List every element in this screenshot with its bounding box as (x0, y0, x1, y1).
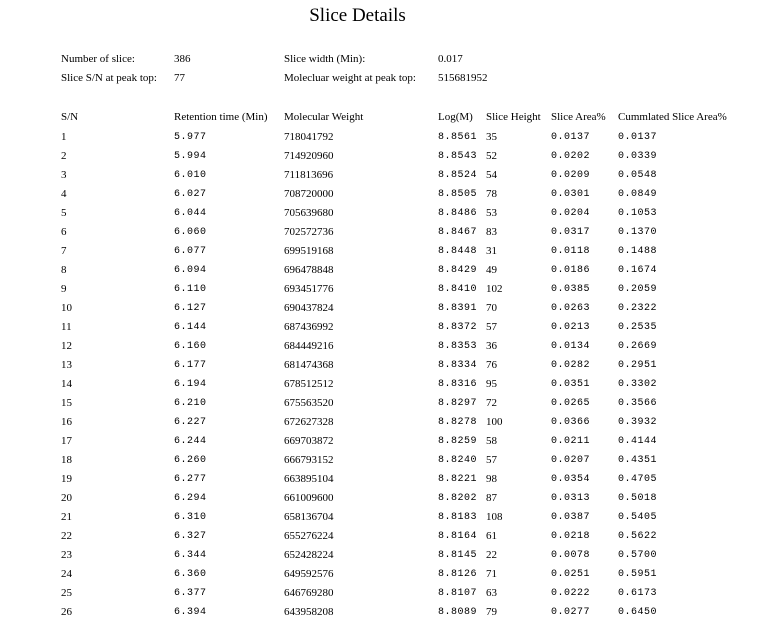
slice-area-cell: 0.0351 (551, 379, 591, 390)
table-row (0, 226, 779, 245)
sn-cell: 25 (61, 587, 72, 599)
molecular-weight-cell: 690437824 (284, 302, 334, 314)
slice-height-cell: 36 (486, 340, 497, 352)
sn-cell: 2 (61, 150, 67, 162)
log-m-cell: 8.8334 (438, 360, 478, 371)
cumulated-slice-area-cell: 0.3302 (618, 379, 658, 390)
slice-area-cell: 0.0277 (551, 607, 591, 618)
slice-height-cell: 98 (486, 473, 497, 485)
cumulated-slice-area-cell: 0.5700 (618, 550, 658, 561)
table-row (0, 454, 779, 473)
column-header-slice-height: Slice Height (486, 111, 541, 123)
cumulated-slice-area-cell: 0.2669 (618, 341, 658, 352)
slice-area-cell: 0.0137 (551, 132, 591, 143)
sn-cell: 15 (61, 397, 72, 409)
molecular-weight-cell: 693451776 (284, 283, 334, 295)
cumulated-slice-area-cell: 0.1488 (618, 246, 658, 257)
retention-time-cell: 6.244 (174, 436, 207, 447)
log-m-cell: 8.8353 (438, 341, 478, 352)
slice-height-cell: 53 (486, 207, 497, 219)
slice-area-cell: 0.0251 (551, 569, 591, 580)
slice-width-value: 0.017 (438, 53, 463, 65)
sn-cell: 3 (61, 169, 67, 181)
cumulated-slice-area-cell: 0.4351 (618, 455, 658, 466)
cumulated-slice-area-cell: 0.1053 (618, 208, 658, 219)
sn-cell: 21 (61, 511, 72, 523)
retention-time-cell: 5.994 (174, 151, 207, 162)
slice-area-cell: 0.0354 (551, 474, 591, 485)
molecular-weight-cell: 711813696 (284, 169, 334, 181)
slice-area-cell: 0.0387 (551, 512, 591, 523)
retention-time-cell: 6.277 (174, 474, 207, 485)
table-row (0, 150, 779, 169)
molecular-weight-cell: 699519168 (284, 245, 334, 257)
cumulated-slice-area-cell: 0.3566 (618, 398, 658, 409)
log-m-cell: 8.8202 (438, 493, 478, 504)
sn-cell: 18 (61, 454, 72, 466)
molecular-weight-cell: 678512512 (284, 378, 334, 390)
table-row (0, 302, 779, 321)
table-row (0, 131, 779, 150)
molecular-weight-cell: 655276224 (284, 530, 334, 542)
log-m-cell: 8.8297 (438, 398, 478, 409)
molecular-weight-cell: 643958208 (284, 606, 334, 618)
log-m-cell: 8.8448 (438, 246, 478, 257)
sn-cell: 19 (61, 473, 72, 485)
molecular-weight-cell: 705639680 (284, 207, 334, 219)
cumulated-slice-area-cell: 0.2951 (618, 360, 658, 371)
slice-area-cell: 0.0202 (551, 151, 591, 162)
log-m-cell: 8.8145 (438, 550, 478, 561)
cumulated-slice-area-cell: 0.5622 (618, 531, 658, 542)
cumulated-slice-area-cell: 0.1370 (618, 227, 658, 238)
slice-height-cell: 76 (486, 359, 497, 371)
slice-height-cell: 70 (486, 302, 497, 314)
retention-time-cell: 6.110 (174, 284, 207, 295)
slice-height-cell: 78 (486, 188, 497, 200)
number-of-slice-value: 386 (174, 53, 191, 65)
page-title: Slice Details (309, 5, 406, 26)
table-row (0, 587, 779, 606)
sn-cell: 26 (61, 606, 72, 618)
log-m-cell: 8.8278 (438, 417, 478, 428)
sn-cell: 23 (61, 549, 72, 561)
molecular-weight-cell: 666793152 (284, 454, 334, 466)
slice-sn-label: Slice S/N at peak top: (61, 72, 157, 84)
table-row (0, 359, 779, 378)
retention-time-cell: 6.310 (174, 512, 207, 523)
table-row (0, 435, 779, 454)
cumulated-slice-area-cell: 0.2059 (618, 284, 658, 295)
molecular-weight-cell: 718041792 (284, 131, 334, 143)
log-m-cell: 8.8486 (438, 208, 478, 219)
sn-cell: 9 (61, 283, 67, 295)
molecular-weight-cell: 649592576 (284, 568, 334, 580)
retention-time-cell: 6.227 (174, 417, 207, 428)
cumulated-slice-area-cell: 0.0849 (618, 189, 658, 200)
retention-time-cell: 6.344 (174, 550, 207, 561)
molecular-weight-cell: 708720000 (284, 188, 334, 200)
sn-cell: 6 (61, 226, 67, 238)
log-m-cell: 8.8240 (438, 455, 478, 466)
sn-cell: 10 (61, 302, 72, 314)
column-header-molecular-weight: Molecular Weight (284, 111, 364, 123)
molecular-weight-cell: 702572736 (284, 226, 334, 238)
log-m-cell: 8.8107 (438, 588, 478, 599)
table-row (0, 416, 779, 435)
retention-time-cell: 6.360 (174, 569, 207, 580)
slice-height-cell: 54 (486, 169, 497, 181)
table-row (0, 264, 779, 283)
retention-time-cell: 6.377 (174, 588, 207, 599)
mw-peak-label: Molecluar weight at peak top: (284, 72, 416, 84)
cumulated-slice-area-cell: 0.0548 (618, 170, 658, 181)
sn-cell: 12 (61, 340, 72, 352)
molecular-weight-cell: 675563520 (284, 397, 334, 409)
molecular-weight-cell: 652428224 (284, 549, 334, 561)
retention-time-cell: 6.144 (174, 322, 207, 333)
sn-cell: 8 (61, 264, 67, 276)
cumulated-slice-area-cell: 0.6173 (618, 588, 658, 599)
sn-cell: 13 (61, 359, 72, 371)
table-row (0, 530, 779, 549)
retention-time-cell: 6.394 (174, 607, 207, 618)
slice-area-cell: 0.0186 (551, 265, 591, 276)
molecular-weight-cell: 669703872 (284, 435, 334, 447)
slice-height-cell: 72 (486, 397, 497, 409)
sn-cell: 1 (61, 131, 67, 143)
log-m-cell: 8.8410 (438, 284, 478, 295)
log-m-cell: 8.8221 (438, 474, 478, 485)
retention-time-cell: 6.194 (174, 379, 207, 390)
log-m-cell: 8.8561 (438, 132, 478, 143)
log-m-cell: 8.8183 (438, 512, 478, 523)
slice-height-cell: 57 (486, 454, 497, 466)
slice-area-cell: 0.0265 (551, 398, 591, 409)
log-m-cell: 8.8089 (438, 607, 478, 618)
sn-cell: 4 (61, 188, 67, 200)
retention-time-cell: 6.294 (174, 493, 207, 504)
number-of-slice-label: Number of slice: (61, 53, 135, 65)
slice-height-cell: 52 (486, 150, 497, 162)
slice-width-label: Slice width (Min): (284, 53, 366, 65)
cumulated-slice-area-cell: 0.5018 (618, 493, 658, 504)
cumulated-slice-area-cell: 0.5405 (618, 512, 658, 523)
table-row (0, 492, 779, 511)
cumulated-slice-area-cell: 0.0137 (618, 132, 658, 143)
table-row (0, 188, 779, 207)
cumulated-slice-area-cell: 0.4144 (618, 436, 658, 447)
molecular-weight-cell: 661009600 (284, 492, 334, 504)
column-header-sn: S/N (61, 111, 79, 123)
slice-area-cell: 0.0118 (551, 246, 591, 257)
slice-height-cell: 100 (486, 416, 503, 428)
table-row (0, 169, 779, 188)
slice-area-cell: 0.0211 (551, 436, 591, 447)
log-m-cell: 8.8467 (438, 227, 478, 238)
cumulated-slice-area-cell: 0.4705 (618, 474, 658, 485)
cumulated-slice-area-cell: 0.5951 (618, 569, 658, 580)
column-header-slice-area: Slice Area% (551, 111, 606, 123)
molecular-weight-cell: 684449216 (284, 340, 334, 352)
slice-height-cell: 31 (486, 245, 497, 257)
table-row (0, 511, 779, 530)
slice-area-cell: 0.0209 (551, 170, 591, 181)
slice-height-cell: 49 (486, 264, 497, 276)
slice-area-cell: 0.0078 (551, 550, 591, 561)
table-row (0, 378, 779, 397)
retention-time-cell: 6.160 (174, 341, 207, 352)
slice-area-cell: 0.0222 (551, 588, 591, 599)
retention-time-cell: 6.127 (174, 303, 207, 314)
sn-cell: 17 (61, 435, 72, 447)
cumulated-slice-area-cell: 0.2322 (618, 303, 658, 314)
slice-height-cell: 87 (486, 492, 497, 504)
cumulated-slice-area-cell: 0.1674 (618, 265, 658, 276)
column-header-cumulated-slice-area: Cummlated Slice Area% (618, 111, 727, 123)
slice-area-cell: 0.0385 (551, 284, 591, 295)
slice-area-cell: 0.0366 (551, 417, 591, 428)
sn-cell: 5 (61, 207, 67, 219)
retention-time-cell: 6.060 (174, 227, 207, 238)
sn-cell: 7 (61, 245, 67, 257)
table-row (0, 568, 779, 587)
slice-height-cell: 108 (486, 511, 503, 523)
sn-cell: 22 (61, 530, 72, 542)
slice-height-cell: 57 (486, 321, 497, 333)
log-m-cell: 8.8372 (438, 322, 478, 333)
retention-time-cell: 6.077 (174, 246, 207, 257)
cumulated-slice-area-cell: 0.0339 (618, 151, 658, 162)
slice-area-cell: 0.0218 (551, 531, 591, 542)
slice-area-cell: 0.0317 (551, 227, 591, 238)
slice-height-cell: 58 (486, 435, 497, 447)
sn-cell: 16 (61, 416, 72, 428)
column-header-retention-time: Retention time (Min) (174, 111, 268, 123)
log-m-cell: 8.8164 (438, 531, 478, 542)
column-header-log-m: Log(M) (438, 111, 473, 123)
slice-height-cell: 79 (486, 606, 497, 618)
log-m-cell: 8.8391 (438, 303, 478, 314)
slice-height-cell: 61 (486, 530, 497, 542)
slice-height-cell: 83 (486, 226, 497, 238)
molecular-weight-cell: 714920960 (284, 150, 334, 162)
retention-time-cell: 6.177 (174, 360, 207, 371)
log-m-cell: 8.8259 (438, 436, 478, 447)
retention-time-cell: 6.260 (174, 455, 207, 466)
table-row (0, 321, 779, 340)
molecular-weight-cell: 646769280 (284, 587, 334, 599)
cumulated-slice-area-cell: 0.3932 (618, 417, 658, 428)
table-row (0, 245, 779, 264)
molecular-weight-cell: 672627328 (284, 416, 334, 428)
slice-area-cell: 0.0207 (551, 455, 591, 466)
sn-cell: 24 (61, 568, 72, 580)
log-m-cell: 8.8429 (438, 265, 478, 276)
molecular-weight-cell: 687436992 (284, 321, 334, 333)
retention-time-cell: 5.977 (174, 132, 207, 143)
slice-height-cell: 95 (486, 378, 497, 390)
molecular-weight-cell: 663895104 (284, 473, 334, 485)
slice-height-cell: 35 (486, 131, 497, 143)
cumulated-slice-area-cell: 0.6450 (618, 607, 658, 618)
retention-time-cell: 6.327 (174, 531, 207, 542)
molecular-weight-cell: 696478848 (284, 264, 334, 276)
sn-cell: 14 (61, 378, 72, 390)
slice-height-cell: 102 (486, 283, 503, 295)
log-m-cell: 8.8524 (438, 170, 478, 181)
retention-time-cell: 6.044 (174, 208, 207, 219)
slice-area-cell: 0.0213 (551, 322, 591, 333)
cumulated-slice-area-cell: 0.2535 (618, 322, 658, 333)
table-row (0, 397, 779, 416)
slice-area-cell: 0.0204 (551, 208, 591, 219)
retention-time-cell: 6.210 (174, 398, 207, 409)
slice-height-cell: 22 (486, 549, 497, 561)
retention-time-cell: 6.027 (174, 189, 207, 200)
log-m-cell: 8.8505 (438, 189, 478, 200)
log-m-cell: 8.8316 (438, 379, 478, 390)
table-row (0, 473, 779, 492)
slice-area-cell: 0.0263 (551, 303, 591, 314)
table-row (0, 207, 779, 226)
log-m-cell: 8.8543 (438, 151, 478, 162)
slice-area-cell: 0.0134 (551, 341, 591, 352)
sn-cell: 11 (61, 321, 72, 333)
retention-time-cell: 6.094 (174, 265, 207, 276)
table-row (0, 606, 779, 625)
table-row (0, 340, 779, 359)
table-row (0, 549, 779, 568)
molecular-weight-cell: 681474368 (284, 359, 334, 371)
slice-height-cell: 71 (486, 568, 497, 580)
slice-area-cell: 0.0282 (551, 360, 591, 371)
slice-height-cell: 63 (486, 587, 497, 599)
molecular-weight-cell: 658136704 (284, 511, 334, 523)
retention-time-cell: 6.010 (174, 170, 207, 181)
log-m-cell: 8.8126 (438, 569, 478, 580)
mw-peak-value: 515681952 (438, 72, 488, 84)
sn-cell: 20 (61, 492, 72, 504)
slice-area-cell: 0.0313 (551, 493, 591, 504)
table-row (0, 283, 779, 302)
slice-area-cell: 0.0301 (551, 189, 591, 200)
slice-sn-value: 77 (174, 72, 185, 84)
